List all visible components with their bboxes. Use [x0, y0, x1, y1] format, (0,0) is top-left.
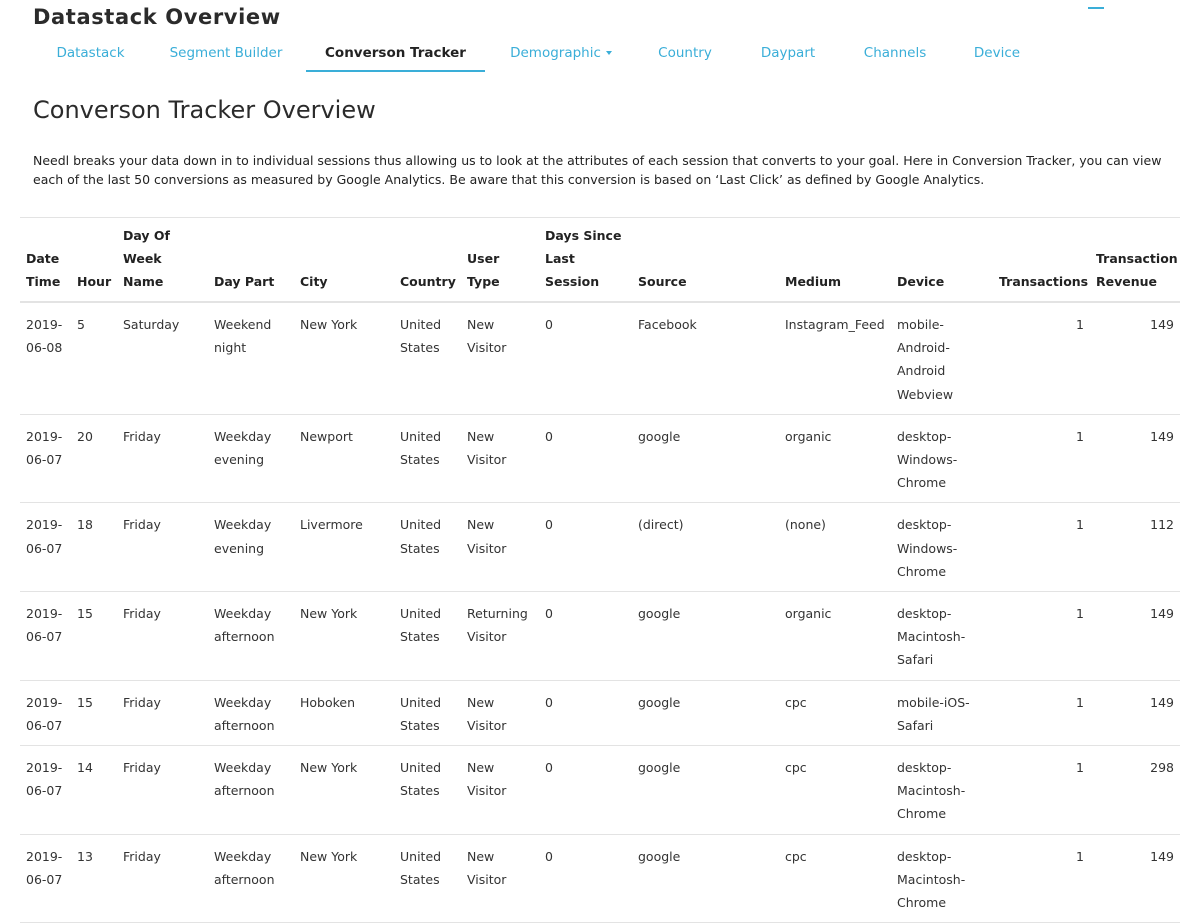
table-cell: 20: [71, 414, 117, 503]
page-description: Needl breaks your data down in to individual sessions thus allowing us to look at the attributes of each session that converts to your goal. Here in Conversion Tracker, you can view each of the last 50 conversions as measured by Google Analytics. Be aware that this conversion is based on ‘Last Click’ as defined by Google Analytics.: [33, 153, 1162, 187]
table-cell: 1: [993, 592, 1090, 681]
table-cell: 2019-06-07: [20, 834, 71, 923]
table-cell: organic: [779, 414, 891, 503]
table-cell: New Visitor: [461, 414, 539, 503]
table-row: [20, 680, 1180, 745]
table-cell: 15: [71, 592, 117, 681]
table-row: [20, 414, 1180, 503]
table-header-row: [20, 218, 1180, 303]
table-row: [20, 746, 1180, 835]
table-cell: 1: [993, 746, 1090, 835]
table-cell: United States: [394, 503, 461, 592]
app-title: Datastack Overview: [33, 5, 281, 29]
hamburger-icon: [1088, 0, 1104, 9]
column-header[interactable]: City: [294, 218, 394, 303]
column-header[interactable]: Source: [632, 218, 779, 303]
table-cell: Weekday evening: [208, 414, 294, 503]
table-cell: United States: [394, 414, 461, 503]
table-cell: google: [632, 834, 779, 923]
table-cell: google: [632, 414, 779, 503]
table-cell: New Visitor: [461, 746, 539, 835]
column-header[interactable]: Day Part: [208, 218, 294, 303]
table-cell: United States: [394, 592, 461, 681]
table-row: [20, 592, 1180, 681]
table-cell: 5: [71, 302, 117, 414]
table-cell: 14: [71, 746, 117, 835]
table-cell: Weekday afternoon: [208, 746, 294, 835]
table-cell: desktop-Macintosh-Chrome: [891, 834, 993, 923]
table-cell: cpc: [779, 834, 891, 923]
table-cell: 149: [1090, 834, 1180, 923]
table-cell: New Visitor: [461, 680, 539, 745]
column-header[interactable]: Medium: [779, 218, 891, 303]
tab-datastack[interactable]: Datastack: [56, 45, 125, 61]
table-cell: Friday: [117, 834, 208, 923]
table-cell: 1: [993, 503, 1090, 592]
column-header[interactable]: Transaction Revenue: [1090, 218, 1180, 303]
table-cell: Hoboken: [294, 680, 394, 745]
table-cell: Instagram_Feed: [779, 302, 891, 414]
table-cell: Weekday afternoon: [208, 680, 294, 745]
table-cell: 149: [1090, 680, 1180, 745]
table-cell: 18: [71, 503, 117, 592]
table-cell: desktop-Windows-Chrome: [891, 503, 993, 592]
table-cell: 15: [71, 680, 117, 745]
table-cell: United States: [394, 746, 461, 835]
table-cell: New York: [294, 834, 394, 923]
table-cell: 149: [1090, 302, 1180, 414]
column-header[interactable]: Hour: [71, 218, 117, 303]
table-row: [20, 834, 1180, 923]
tab-demographic[interactable]: Demographic: [501, 38, 621, 70]
table-cell: 1: [993, 302, 1090, 414]
table-cell: 2019-06-07: [20, 503, 71, 592]
tab-device[interactable]: Device: [973, 45, 1021, 61]
tab-daypart[interactable]: Daypart: [760, 45, 816, 61]
table-cell: 1: [993, 834, 1090, 923]
column-header[interactable]: Transactions: [993, 218, 1090, 303]
table-row: [20, 503, 1180, 592]
table-cell: 2019-06-07: [20, 592, 71, 681]
table-cell: Saturday: [117, 302, 208, 414]
table-cell: 13: [71, 834, 117, 923]
table-cell: 0: [539, 834, 632, 923]
tab-segment-builder[interactable]: Segment Builder: [169, 45, 283, 61]
column-header[interactable]: Days Since Last Session: [539, 218, 632, 303]
table-cell: 112: [1090, 503, 1180, 592]
table-cell: New York: [294, 592, 394, 681]
table-cell: (none): [779, 503, 891, 592]
table-cell: New York: [294, 302, 394, 414]
table-cell: 298: [1090, 746, 1180, 835]
table-cell: google: [632, 592, 779, 681]
table-cell: 2019-06-07: [20, 680, 71, 745]
table-cell: 0: [539, 414, 632, 503]
table-cell: google: [632, 680, 779, 745]
table-cell: 149: [1090, 592, 1180, 681]
caret-down-icon: [606, 51, 612, 55]
table-cell: 0: [539, 746, 632, 835]
table-cell: organic: [779, 592, 891, 681]
table-cell: Friday: [117, 503, 208, 592]
table-cell: mobile-iOS-Safari: [891, 680, 993, 745]
table-cell: Friday: [117, 414, 208, 503]
table-cell: 0: [539, 302, 632, 414]
table-cell: 0: [539, 592, 632, 681]
table-cell: 0: [539, 680, 632, 745]
table-row: [20, 302, 1180, 414]
table-cell: 2019-06-08: [20, 302, 71, 414]
tab-converson-tracker[interactable]: Converson Tracker: [306, 38, 485, 72]
table-cell: Friday: [117, 746, 208, 835]
column-header[interactable]: Date Time: [20, 218, 71, 303]
table-cell: 149: [1090, 414, 1180, 503]
table-cell: 1: [993, 680, 1090, 745]
table-cell: Friday: [117, 680, 208, 745]
table-cell: New Visitor: [461, 503, 539, 592]
tab-country[interactable]: Country: [658, 45, 712, 61]
table-cell: New Visitor: [461, 834, 539, 923]
table-cell: United States: [394, 302, 461, 414]
table-cell: Weekday afternoon: [208, 834, 294, 923]
table-cell: Friday: [117, 592, 208, 681]
column-header[interactable]: Device: [891, 218, 993, 303]
table-cell: mobile-Android-Android Webview: [891, 302, 993, 414]
table-cell: Returning Visitor: [461, 592, 539, 681]
column-header[interactable]: User Type: [461, 218, 539, 303]
table-cell: 0: [539, 503, 632, 592]
conversions-table: [20, 217, 1180, 923]
table-cell: 2019-06-07: [20, 414, 71, 503]
table-cell: (direct): [632, 503, 779, 592]
table-cell: Weekend night: [208, 302, 294, 414]
table-cell: 2019-06-07: [20, 746, 71, 835]
menu-button[interactable]: [1088, 0, 1104, 13]
table-cell: United States: [394, 680, 461, 745]
table-cell: New York: [294, 746, 394, 835]
table-cell: cpc: [779, 746, 891, 835]
column-header[interactable]: Country: [394, 218, 461, 303]
table-cell: 1: [993, 414, 1090, 503]
tab-channels[interactable]: Channels: [863, 45, 927, 61]
table-cell: United States: [394, 834, 461, 923]
table-cell: google: [632, 746, 779, 835]
page-title: Converson Tracker Overview: [33, 96, 376, 124]
table-cell: Livermore: [294, 503, 394, 592]
conversions-table-container: [20, 217, 1180, 923]
table-cell: desktop-Windows-Chrome: [891, 414, 993, 503]
table-cell: cpc: [779, 680, 891, 745]
table-cell: Weekday afternoon: [208, 592, 294, 681]
table-cell: Weekday evening: [208, 503, 294, 592]
table-cell: New Visitor: [461, 302, 539, 414]
tab-bar: [33, 38, 1200, 72]
table-cell: Newport: [294, 414, 394, 503]
column-header[interactable]: Day Of Week Name: [117, 218, 208, 303]
table-cell: Facebook: [632, 302, 779, 414]
table-cell: desktop-Macintosh-Chrome: [891, 746, 993, 835]
table-cell: desktop-Macintosh-Safari: [891, 592, 993, 681]
